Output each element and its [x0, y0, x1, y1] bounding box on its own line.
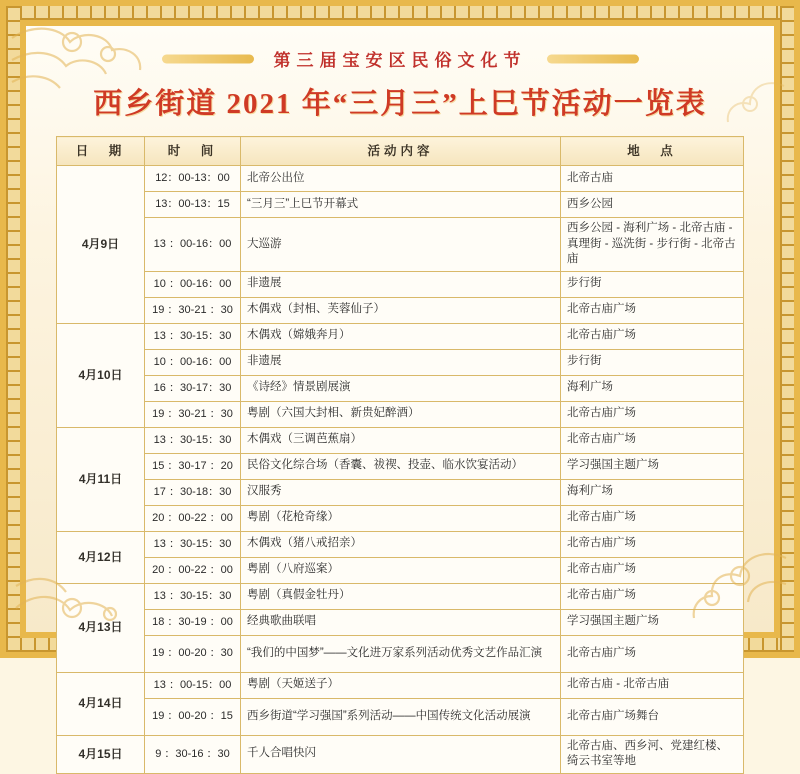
cell-place: 北帝古庙 - 北帝古庙: [561, 672, 744, 698]
cell-content: 非遗展: [241, 349, 561, 375]
cell-place: 西乡公园 - 海利广场 - 北帝古庙 - 真理街 - 巡洗街 - 步行街 - 北帝古庙: [561, 218, 744, 272]
cell-time: 19 ：30-21 ：30: [145, 297, 241, 323]
table-row: [57, 453, 744, 479]
table-row: [57, 271, 744, 297]
cell-place: 北帝古庙广场: [561, 323, 744, 349]
table-row: [57, 635, 744, 672]
cell-place: 北帝古庙、西乡河、党建红楼、绮云书室等地: [561, 735, 744, 773]
table-row: [57, 735, 744, 773]
cell-place: 北帝古庙广场: [561, 531, 744, 557]
cell-time: 13 ：00-15：00: [145, 672, 241, 698]
table-row: [57, 375, 744, 401]
cell-content: 大巡游: [241, 218, 561, 272]
table-head: [57, 137, 744, 166]
poster-subtitle: 第三届宝安区民俗文化节: [273, 51, 527, 70]
cell-time: 13 ：30-15：30: [145, 323, 241, 349]
table-row: [57, 672, 744, 698]
cell-time: 20 ：00-22 ：00: [145, 505, 241, 531]
cloud-ornament-icon: [16, 528, 146, 628]
cell-time: 13 ：00-16：00: [145, 218, 241, 272]
cell-place: 北帝古庙广场: [561, 297, 744, 323]
cell-place: 海利广场: [561, 479, 744, 505]
fret-pattern-top: [6, 6, 794, 20]
cell-content: 汉服秀: [241, 479, 561, 505]
schedule-table: [56, 136, 744, 774]
cell-time: 19 ：00-20 ：30: [145, 635, 241, 672]
cell-place: 西乡公园: [561, 192, 744, 218]
cell-date: 4月14日: [57, 672, 145, 735]
cell-place: 北帝古庙广场: [561, 401, 744, 427]
cell-time: 10 ：00-16：00: [145, 271, 241, 297]
table-row: [57, 531, 744, 557]
table-row: [57, 349, 744, 375]
cell-content: “我们的中国梦”——文化进万家系列活动优秀文艺作品汇演: [241, 635, 561, 672]
table-row: [57, 297, 744, 323]
cell-content: 《诗经》情景剧展演: [241, 375, 561, 401]
cell-place: 学习强国主题广场: [561, 453, 744, 479]
cell-time: 19 ：00-20 ：15: [145, 698, 241, 735]
cell-content: 木偶戏（三调芭蕉扇）: [241, 427, 561, 453]
table-row: [57, 557, 744, 583]
cell-content: 千人合唱快闪: [241, 735, 561, 773]
cell-content: 西乡街道“学习强国”系列活动——中国传统文化活动展演: [241, 698, 561, 735]
cell-time: 17 ：30-18：30: [145, 479, 241, 505]
cell-date: 4月15日: [57, 735, 145, 773]
column-header-place: 地 点: [561, 137, 744, 166]
cell-place: 北帝古庙广场舞台: [561, 698, 744, 735]
subtitle-band: [234, 44, 567, 73]
table-body: [57, 166, 744, 774]
cell-place: 海利广场: [561, 375, 744, 401]
cell-date: 4月10日: [57, 323, 145, 427]
cell-content: 非遗展: [241, 271, 561, 297]
column-header-time: 时 间: [145, 137, 241, 166]
cloud-ornament-icon: [666, 518, 786, 638]
table-row: [57, 609, 744, 635]
cell-time: 18 ：30-19 ：00: [145, 609, 241, 635]
table-row: [57, 583, 744, 609]
cell-time: 13 ：30-15：30: [145, 531, 241, 557]
cell-time: 20 ：00-22 ：00: [145, 557, 241, 583]
cell-date: 4月12日: [57, 531, 145, 583]
cell-place: 步行街: [561, 349, 744, 375]
column-header-content: 活动内容: [241, 137, 561, 166]
cell-time: 13 ：30-15：30: [145, 427, 241, 453]
cell-content: “三月三”上巳节开幕式: [241, 192, 561, 218]
table-row: [57, 427, 744, 453]
cell-date: 4月11日: [57, 427, 145, 531]
cell-content: 木偶戏（嫦娥奔月）: [241, 323, 561, 349]
cell-place: 北帝古庙广场: [561, 557, 744, 583]
cell-time: 19 ：30-21 ：30: [145, 401, 241, 427]
cell-time: 9 ：30-16 ：30: [145, 735, 241, 773]
cell-content: 粤剧（八府巡案）: [241, 557, 561, 583]
cell-content: 粤剧（真假金牡丹）: [241, 583, 561, 609]
table-row: [57, 698, 744, 735]
table-row: [57, 166, 744, 192]
poster-title-block: [26, 26, 774, 122]
cell-time: 10 ：00-16：00: [145, 349, 241, 375]
table-header-row: [57, 137, 744, 166]
table-row: [57, 401, 744, 427]
table-row: [57, 479, 744, 505]
cell-place: 步行街: [561, 271, 744, 297]
cell-content: 北帝公出位: [241, 166, 561, 192]
page-title: 西乡街道 2021 年“三月三”上巳节活动一览表: [93, 88, 707, 120]
cell-content: 粤剧（六国大封相、新贵妃醉酒）: [241, 401, 561, 427]
cell-time: 13：00-13：15: [145, 192, 241, 218]
cell-place: 北帝古庙: [561, 166, 744, 192]
cell-date: 4月9日: [57, 166, 145, 324]
cell-place: 北帝古庙广场: [561, 635, 744, 672]
cell-date: 4月13日: [57, 583, 145, 672]
column-header-date: 日 期: [57, 137, 145, 166]
cell-time: 13 ：30-15：30: [145, 583, 241, 609]
table-row: [57, 192, 744, 218]
cell-content: 粤剧（花枪奇缘）: [241, 505, 561, 531]
cell-place: 学习强国主题广场: [561, 609, 744, 635]
cell-place: 北帝古庙广场: [561, 427, 744, 453]
cell-content: 民俗文化综合场（香囊、祓禊、投壶、临水饮宴活动）: [241, 453, 561, 479]
cell-content: 木偶戏（猪八戒招亲）: [241, 531, 561, 557]
cell-content: 木偶戏（封相、芙蓉仙子）: [241, 297, 561, 323]
cell-place: 北帝古庙广场: [561, 505, 744, 531]
schedule-table-wrap: [56, 136, 744, 774]
table-row: [57, 323, 744, 349]
table-row: [57, 218, 744, 272]
cell-time: 16 ：30-17：30: [145, 375, 241, 401]
cell-place: 北帝古庙广场: [561, 583, 744, 609]
cell-content: 粤剧（天姬送子）: [241, 672, 561, 698]
cell-time: 15 ：30-17 ：20: [145, 453, 241, 479]
cell-time: 12：00-13：00: [145, 166, 241, 192]
poster-inner-area: [26, 26, 774, 768]
table-row: [57, 505, 744, 531]
cell-content: 经典歌曲联唱: [241, 609, 561, 635]
